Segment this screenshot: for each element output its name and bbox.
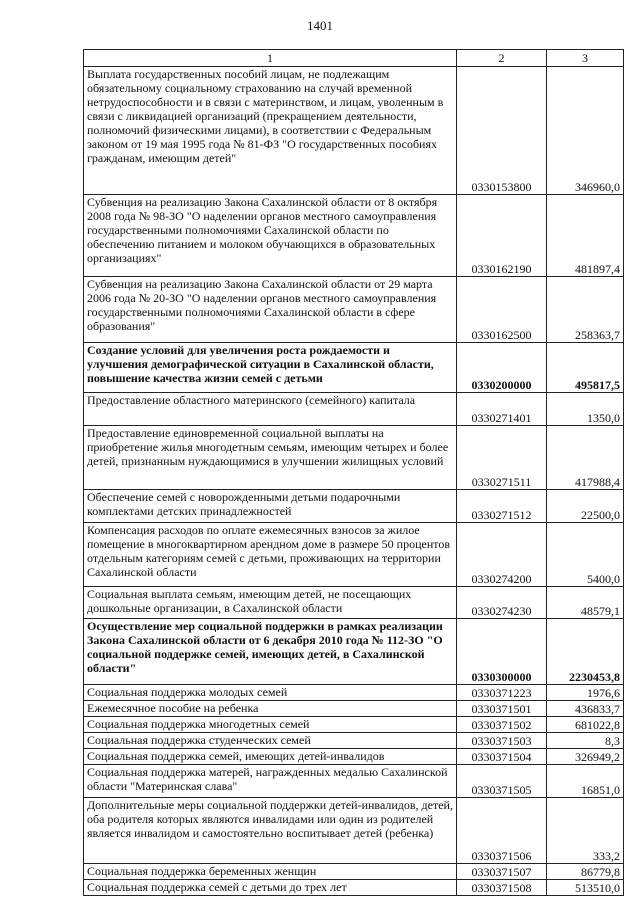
row-code: 0330371502 <box>457 717 547 733</box>
row-sum: 86779,8 <box>547 864 624 880</box>
row-name: Компенсация расходов по оплате ежемесячных взносов за жилое помещение в многоквартирном арендном доме в размере 50 процентов отдельным категориям семей с детьми, проживающих на территории Сахалинской области <box>84 523 457 587</box>
table-row <box>84 343 624 393</box>
row-name: Социальная поддержка матерей, награжденных медалью Сахалинской области "Материнская слава" <box>84 765 457 798</box>
row-code: 0330271401 <box>457 393 547 426</box>
row-sum: 495817,5 <box>547 343 624 393</box>
table-row <box>84 195 624 277</box>
table-row <box>84 717 624 733</box>
row-sum: 326949,2 <box>547 749 624 765</box>
row-name: Социальная поддержка многодетных семей <box>84 717 457 733</box>
table-row <box>84 749 624 765</box>
row-code: 0330371505 <box>457 765 547 798</box>
table-row <box>84 277 624 343</box>
row-code: 0330271511 <box>457 426 547 490</box>
row-code: 0330271512 <box>457 490 547 523</box>
row-sum: 16851,0 <box>547 765 624 798</box>
row-sum: 417988,4 <box>547 426 624 490</box>
row-sum: 346960,0 <box>547 67 624 195</box>
table-row <box>84 587 624 619</box>
row-name: Социальная поддержка молодых семей <box>84 685 457 701</box>
row-name: Социальная поддержка студенческих семей <box>84 733 457 749</box>
page-number: 1401 <box>307 18 333 33</box>
row-code: 0330300000 <box>457 619 547 685</box>
table-row <box>84 685 624 701</box>
row-code: 0330200000 <box>457 343 547 393</box>
row-name: Социальная поддержка беременных женщин <box>84 864 457 880</box>
row-code: 0330371501 <box>457 701 547 717</box>
row-code: 0330371506 <box>457 798 547 864</box>
row-sum: 333,2 <box>547 798 624 864</box>
table-row <box>84 880 624 896</box>
row-code: 0330371504 <box>457 749 547 765</box>
header-col-2: 2 <box>457 50 547 67</box>
table-row <box>84 619 624 685</box>
row-name: Субвенция на реализацию Закона Сахалинской области от 29 марта 2006 года № 20-ЗО "О наделении органов местного самоуправления государственными полномочиями Сахалинской области в сфере образования" <box>84 277 457 343</box>
row-sum: 48579,1 <box>547 587 624 619</box>
row-sum: 22500,0 <box>547 490 624 523</box>
table-row <box>84 701 624 717</box>
table-header-row <box>84 50 624 67</box>
budget-table <box>83 49 624 896</box>
row-code: 0330371223 <box>457 685 547 701</box>
row-sum: 1350,0 <box>547 393 624 426</box>
row-sum: 481897,4 <box>547 195 624 277</box>
row-name: Социальная выплата семьям, имеющим детей, не посещающих дошкольные организации, в Сахалинской области <box>84 587 457 619</box>
row-sum: 436833,7 <box>547 701 624 717</box>
row-name: Предоставление единовременной социальной выплаты на приобретение жилья многодетным семьям, имеющим четырех и более детей, признанным нуждающимися в улучшении жилищных условий <box>84 426 457 490</box>
row-name: Субвенция на реализацию Закона Сахалинской области от 8 октября 2008 года № 98-ЗО "О наделении органов местного самоуправления государственными полномочиями Сахалинской области по обеспечению питанием и молоком обучающихся в образовательных организациях" <box>84 195 457 277</box>
row-name: Социальная поддержка семей, имеющих детей-инвалидов <box>84 749 457 765</box>
table-row <box>84 733 624 749</box>
row-sum: 2230453,8 <box>547 619 624 685</box>
row-name: Социальная поддержка семей с детьми до трех лет <box>84 880 457 896</box>
row-name: Обеспечение семей с новорожденными детьми подарочными комплектами детских принадлежностей <box>84 490 457 523</box>
row-code: 0330371503 <box>457 733 547 749</box>
row-code: 0330153800 <box>457 67 547 195</box>
table-row <box>84 393 624 426</box>
table-row <box>84 864 624 880</box>
row-code: 0330162500 <box>457 277 547 343</box>
row-name: Ежемесячное пособие на ребенка <box>84 701 457 717</box>
table-body <box>84 67 624 896</box>
header-col-3: 3 <box>547 50 624 67</box>
table-row <box>84 490 624 523</box>
header-col-1: 1 <box>84 50 457 67</box>
row-code: 0330274200 <box>457 523 547 587</box>
row-name: Предоставление областного материнского (семейного) капитала <box>84 393 457 426</box>
row-name: Дополнительные меры социальной поддержки детей-инвалидов, детей, оба родителя которых являются инвалидами или один из родителей является инвалидом и самостоятельно воспитывает детей (ребенка) <box>84 798 457 864</box>
row-sum: 513510,0 <box>547 880 624 896</box>
table-row <box>84 798 624 864</box>
row-code: 0330371507 <box>457 864 547 880</box>
row-name: Выплата государственных пособий лицам, не подлежащим обязательному социальному страхованию на случай временной нетрудоспособности и в связи с материнством, и лицам, уволенным в связи с ликвидацией организаций (прекращением деятельности, полномочий физическими лицами), в соответствии с Федеральным законом от 19 мая 1995 года № 81-ФЗ "О государственных пособиях гражданам, имеющим детей" <box>84 67 457 195</box>
table-row <box>84 426 624 490</box>
row-name: Осуществление мер социальной поддержки в рамках реализации Закона Сахалинской области от 6 декабря 2010 года № 112-ЗО "О социальной поддержке семей, имеющих детей, в Сахалинской области" <box>84 619 457 685</box>
row-sum: 5400,0 <box>547 523 624 587</box>
row-code: 0330162190 <box>457 195 547 277</box>
row-sum: 1976,6 <box>547 685 624 701</box>
row-sum: 258363,7 <box>547 277 624 343</box>
table-row <box>84 765 624 798</box>
row-sum: 681022,8 <box>547 717 624 733</box>
row-sum: 8,3 <box>547 733 624 749</box>
row-code: 0330274230 <box>457 587 547 619</box>
row-name: Создание условий для увеличения роста рождаемости и улучшения демографической ситуации в Сахалинской области, повышение качества жизни семей с детьми <box>84 343 457 393</box>
table-row <box>84 523 624 587</box>
row-code: 0330371508 <box>457 880 547 896</box>
table-row <box>84 67 624 195</box>
